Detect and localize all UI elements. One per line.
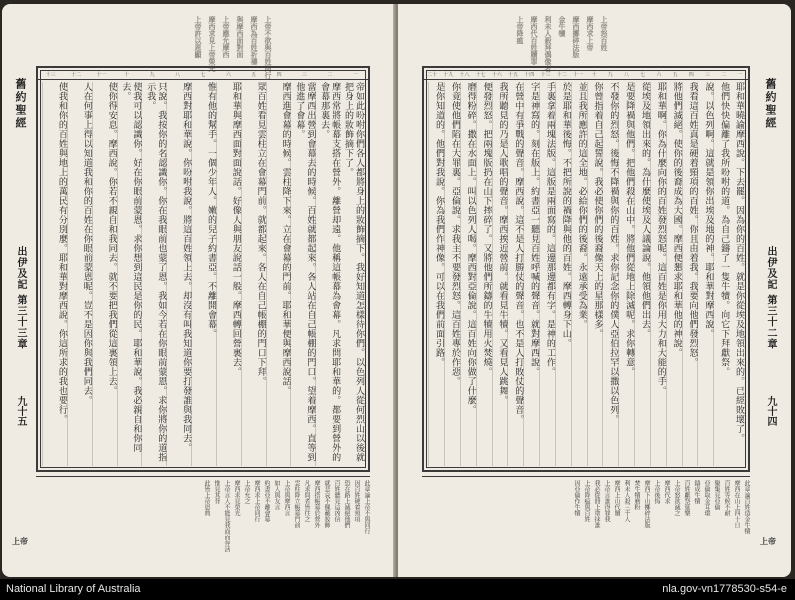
right-commentary-note: 焚牛犢磨粉 [633,480,640,510]
left-annotation: 摩西為百姓祈禱 [250,16,259,65]
right-text-column: 便發烈怒。把兩塊版扔在山下摔碎了。又將他們所鑄的牛犢用火焚燒。 [476,82,492,466]
right-columns [428,82,744,466]
right-text-column: 手裏拿着兩塊法版。這版是兩面寫的。這邊那邊都有字。是神的工作。 [539,82,555,466]
right-column-number: 十二 [556,72,567,78]
book-title-right: 舊約聖經 [764,78,777,130]
right-chapter-book: 出伊及記 [765,246,776,290]
left-column-number: 二 [327,72,333,78]
right-commentary-note: 此章論百姓造金牛犢 [743,480,750,534]
right-commentary [422,476,750,566]
left-text-column: 使我可以認識你。好在你眼前蒙恩。求你想到這民是你的民。耶和華說。我必親自和你同去。 [117,82,142,466]
right-commentary-note: 亞倫取金耳環 [703,480,710,516]
left-commentary [36,476,370,566]
right-chapter-label [756,246,784,349]
left-commentary-note: 恐在路上滅絕他們 [343,480,350,528]
right-page [398,4,791,577]
right-annotation: 利未人殺拜偶像者 [544,16,553,72]
left-commentary-note: 上帝允之 [243,480,250,504]
left-column-number: 八 [175,72,181,78]
right-annotation: 金牛犢 [558,16,567,37]
left-column-number: 十 [124,72,130,78]
right-column-number: 二 [721,72,727,78]
right-text-column: 是要降禍與他們。把他們殺在山中。將他們從地上除滅呢。求你轉意。 [618,82,634,466]
left-page-number: 九十五 [15,396,26,426]
right-column-number: 八 [623,72,629,78]
left-commentary-note: 雲柱降立帳幕門前 [293,480,300,528]
left-annotation: 上帝不欲與百姓同行 [264,16,273,79]
left-commentary-note: 此章論上帝不與同行 [363,480,370,534]
book-title: 舊約聖經 [14,78,27,130]
left-commentary-note: 摩西求上帝同行 [253,480,260,522]
left-text-column: 人在何事上得以知道我和你的百姓在你眼前蒙恩呢。豈不是因你與我們同去。 [67,82,92,466]
right-text-column: 他們快快偏離了我所吩咐的道。為自己鑄了一隻牛犢。向它下拜獻祭。 [713,82,729,466]
left-commentary-note: 上帝與摩西言 [283,480,290,516]
left-commentary-note: 如人與友言 [273,480,280,510]
left-text-column: 眾百姓看見雲柱立在會幕門前。就都起來。各人在自己帳棚的門口下拜。 [241,82,266,466]
right-text-column: 耶和華曉諭摩西說。下去罷。因為你的百姓。就是你從埃及地領出來的。已經敗壞了。 [734,82,744,443]
left-text-column: 惟有他的幫手。一個少年人。嫩的兒子約書亞。不離開會幕。 [191,82,216,466]
right-column-number: 二十 [427,72,438,78]
right-column-number: 十一 [572,72,583,78]
left-annotations [142,16,273,79]
left-commentary-note: 因百姓硬着頸項 [353,480,360,522]
right-text-frame [422,66,750,472]
right-commentary-note: 因亞倫作牛犢 [573,480,580,516]
right-text-column: 從埃及地領出來的。為什麼使埃及人議論說。他領他們出去。 [634,82,650,466]
left-columns [42,82,364,466]
left-column-number: 三 [302,72,308,78]
left-column-number: 六 [225,72,231,78]
left-text-column: 帝如此吩咐你們各人都將身上的妝飾摘下。我好知道怎樣待你們。以色列人從何烈山以後就把身上的妝飾摘下了。 [343,82,364,462]
right-annotation: 上帝降瘟 [516,16,525,44]
right-column-number: 十四 [524,72,535,78]
right-commentary-note: 上帝怒欲滅之 [673,480,680,516]
right-chapter-number: 第三十二章 [765,294,776,350]
right-column-number: 三 [704,72,710,78]
right-commentary-note: 摩西上山代贖 [613,480,620,516]
left-column-number: 九 [149,72,155,78]
right-column-number: 六 [656,72,662,78]
left-annotation: 摩西求見上帝榮光 [208,16,217,72]
right-verse-numbers [424,70,748,80]
right-text-column: 將他們滅絕。使你的後裔成為大國。摩西便懇求耶和華他的神說。 [666,82,682,466]
left-annotation: 上帝應允摩西 [222,16,231,58]
right-column-number: 十七 [475,72,486,78]
left-verse-numbers [38,70,368,80]
left-chapter-label [6,246,34,349]
left-text-frame [36,66,370,472]
right-commentary-note: 上帝言誰得罪我 [603,480,610,522]
left-text-column: 耶和華與摩西面對面說話。好像人與朋友說話一般。摩西轉回營裏去。 [216,82,241,466]
left-bottom-label: 上帝 [12,536,28,546]
left-commentary-note: 上帝言人不能見我面而存活 [223,480,230,552]
right-text-column: 是你知道的。他們對我說。你為我們作神像。可以在我們前面引路。 [428,82,444,466]
right-bottom-label: 上帝 [760,536,776,546]
right-column-number: 十五 [508,72,519,78]
right-column-number: 五 [672,72,678,78]
right-text-column: 於是耶和華後悔。不把所說的禍降與他的百姓。摩西轉身下山。 [555,82,571,466]
right-column-number: 十八 [459,72,470,78]
right-text-column: 耶和華啊。你為什麼向你的百姓發烈怒呢。這百姓是你用大力和大能的手。 [650,82,666,466]
right-page-number: 九十四 [765,396,776,426]
right-column-number: 十六 [491,72,502,78]
left-commentary-note: 摩西求見榮光 [233,480,240,516]
right-text-column: 並且我所應許的這全地。必給你們的後裔。永遠承受為業。 [571,82,587,466]
left-text-column: 摩西進會幕的時候。雲柱降下來。立在會幕的門前。耶和華便與摩西說話。 [266,82,291,466]
right-annotation: 摩西求上帝 [586,16,595,51]
right-text-column: 字是神寫的。刻在版上。約書亞一聽見百姓呼喊的聲音。就對摩西說。 [523,82,539,466]
right-text-column: 說。以色列啊。這就是領你出埃及地的神。耶和華對摩西說。 [697,82,713,466]
right-commentary-note: 上帝降瘟與百姓 [583,480,590,522]
right-commentary-note: 上帝後悔 [653,480,660,504]
left-annotation: 與摩西面對面 [236,16,245,58]
right-commentary-note: 摩西代求 [663,480,670,504]
left-chapter-number: 第三十三章 [15,294,26,350]
right-annotation: 摩西擲碎法版 [572,16,581,58]
right-commentary-note: 鑄成牛犢 [693,480,700,504]
left-annotation: 上帝許以恩顯 [194,16,203,58]
left-text-column: 摩西常將帳幕支搭在營外。離營却遠。他稱這帳幕為會幕。凡求問耶和華的。都要到營外的會幕那裏去。 [315,82,340,466]
right-column-number: 十三 [540,72,551,78]
left-text-column: 使你得安息。摩西說。你若不親自和我同去。就不要把我們從這裏領上去。 [92,82,117,466]
right-commentary-note: 我必從冊上塗抹誰 [593,480,600,528]
left-column-number: 五 [251,72,257,78]
left-column-number: 四 [276,72,282,78]
right-column-number: 十九 [443,72,454,78]
left-commentary-note: 約書亞不離會幕 [263,480,270,522]
right-text-column: 我所聽見的乃是人歌唱的聲音。摩西挨近營前。就看見牛犢。又看見人跳舞。 [492,82,508,466]
right-text-column: 你曾指着自己起誓說。我必使你們的後裔像天上的星那樣多。 [587,82,603,466]
left-commentary-note: 凡求問者皆往之 [303,480,310,522]
right-text-column: 你竟使他們陷在大罪裏。亞倫說。求我主不要發烈怒。這百姓專於作惡。 [444,82,460,466]
right-column-number: 四 [688,72,694,78]
left-text-column: 只說。我按你的名認識你。你在我眼前也蒙了恩。我如今若在你眼前蒙恩。求你將你的道指示我。 [141,82,166,466]
left-commentary-note: 百姓聽見這凶信 [333,480,340,522]
right-column-number: 七 [640,72,646,78]
right-annotation: 上帝怒百姓 [600,16,609,51]
left-column-number: 十三 [45,72,56,78]
left-page [2,4,396,577]
right-side-band [756,66,784,472]
left-column-number: 一 [352,72,358,78]
left-commentary-note: 此皆上帝恩典 [203,480,210,516]
left-commentary-note: 就悲哀不佩戴妝飾 [323,480,330,528]
right-commentary-note: 聚集見亞倫 [713,480,720,510]
right-annotations [458,16,609,72]
left-text-column: 使我和你的百姓與地上的萬民有分別麼。耶和華對摩西說。你這所求的我也要行。 [42,82,67,466]
right-annotation: 摩西代百姓贖罪 [530,16,539,65]
right-commentary-note: 百姓獻祭筵樂 [683,480,690,516]
right-commentary-note: 百姓等候不耐 [723,480,730,516]
left-text-column: 當摩西出營到會幕去的時候。百姓就都起來。各人站在自己帳棚的門口。望着摩西。直等到他進了會幕。 [290,82,315,466]
right-column-number: 九 [607,72,613,78]
left-column-number: 十二 [71,72,82,78]
left-commentary-note: 惟見其背 [213,480,220,504]
right-text-column: 磨得粉碎。撒在水面上。叫以色列人喝。摩西對亞倫說。這百姓向你做了什麼。 [460,82,476,466]
left-text-column: 摩西對耶和華說。你吩咐我說。將這百姓領上去。却沒有叫我知道你要打發誰與我同去。 [166,82,191,466]
right-commentary-note: 摩西在山上四十日 [733,480,740,528]
right-text-column: 在營中有爭戰的聲音。摩西說。這不是人打勝仗的聲音。也不是人打敗仗的聲音。 [507,82,523,466]
left-commentary-note: 摩西搭帳幕於營外 [313,480,320,528]
right-column-number: 十 [591,72,597,78]
footer-bar [0,579,795,600]
right-commentary-note: 利未人殺三千人 [623,480,630,522]
right-text-column: 我看這百姓真是硬着頸項的百姓。你且由着我。我要向他們發烈怒。 [682,82,698,466]
footer-identifier: nla.gov-vn1778530-s54-e [662,583,787,595]
footer-library-name: National Library of Australia [6,583,141,595]
right-column-number: 一 [737,72,743,78]
left-side-band [6,66,34,472]
left-column-number: 七 [200,72,206,78]
right-text-column: 不發你的烈怒。後悔不降禍與你的百姓。求你記念你的僕人亞伯拉罕以撒以色列。 [602,82,618,466]
left-column-number: 十一 [96,72,107,78]
left-chapter-book: 出伊及記 [15,246,26,290]
right-commentary-note: 摩西下山擲碎法版 [643,480,650,528]
